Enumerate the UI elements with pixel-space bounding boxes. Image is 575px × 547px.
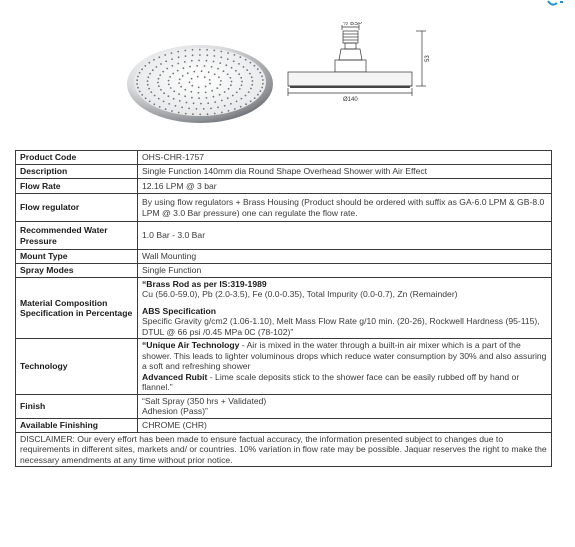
nozzle-dot bbox=[230, 103, 232, 105]
nozzle-dot bbox=[207, 102, 209, 104]
nozzle-dot bbox=[178, 82, 180, 84]
nozzle-dot bbox=[178, 93, 180, 95]
table-row bbox=[16, 394, 552, 418]
dimension-drawing bbox=[280, 22, 450, 114]
brand-logo-fragment bbox=[546, 0, 566, 8]
nozzle-dot bbox=[169, 76, 171, 78]
nozzle-dot bbox=[148, 88, 150, 90]
nozzle-dot bbox=[158, 98, 160, 100]
nozzle-dot bbox=[201, 70, 203, 72]
nozzle-dot bbox=[220, 80, 222, 82]
nozzle-dot bbox=[149, 73, 151, 75]
nozzle-dot bbox=[192, 49, 194, 51]
nozzle-dot bbox=[177, 70, 179, 72]
product-code-value: OHS-CHR-1757 bbox=[138, 151, 552, 165]
nozzle-dot bbox=[191, 85, 193, 87]
row-label: Product Code bbox=[16, 151, 138, 165]
nozzle-dot bbox=[198, 87, 200, 89]
nozzle-dot bbox=[227, 58, 229, 60]
spray-modes-value: Single Function bbox=[138, 264, 552, 278]
nozzle-dot bbox=[239, 88, 241, 90]
nozzle-dot bbox=[261, 87, 263, 89]
nozzle-dot bbox=[193, 102, 195, 104]
nozzle-dot bbox=[206, 49, 208, 51]
nozzle-dot bbox=[245, 95, 247, 97]
brass-rod-text: Cu (56.0-59.0), Pb (2.0-3.5), Fe (0.0-0.35), Total Impurity (0.0-0.7), Zn (Remainder) bbox=[142, 289, 458, 300]
nozzle-dot bbox=[252, 80, 254, 82]
nozzle-dot bbox=[162, 71, 164, 73]
nozzle-dot bbox=[228, 110, 230, 112]
nozzle-dot bbox=[219, 94, 221, 96]
nozzle-dot bbox=[154, 95, 156, 97]
nozzle-dot bbox=[184, 95, 186, 97]
nozzle-dot bbox=[192, 54, 194, 56]
table-row bbox=[16, 194, 552, 222]
table-row bbox=[16, 151, 552, 165]
nozzle-dot bbox=[168, 103, 170, 105]
row-label: Available Finishing bbox=[16, 418, 138, 432]
nozzle-dot bbox=[214, 73, 216, 75]
row-label: Flow Rate bbox=[16, 179, 138, 194]
nozzle-dot bbox=[227, 97, 229, 99]
nozzle-dot bbox=[209, 79, 211, 81]
nozzle-dot bbox=[163, 101, 165, 103]
nozzle-dot bbox=[145, 97, 147, 99]
nozzle-dot bbox=[262, 79, 264, 81]
nozzle-dot bbox=[254, 97, 256, 99]
nozzle-dot bbox=[160, 89, 162, 91]
nozzle-dot bbox=[224, 105, 226, 107]
nozzle-dot bbox=[136, 79, 138, 81]
nozzle-dot bbox=[204, 76, 206, 78]
flow-regulator-value: By using flow regulators + Brass Housing (Product should be ordered with suffix as GA-6.0 LPM & GB-8.0 LPM @ 3.0 Bar pressure) one can regulate the flow rate. bbox=[138, 194, 552, 222]
table-row bbox=[16, 339, 552, 394]
nozzle-dot bbox=[166, 68, 168, 70]
nozzle-dot bbox=[141, 94, 143, 96]
nozzle-dot bbox=[137, 87, 139, 89]
nozzle-dot bbox=[236, 101, 238, 103]
table-row bbox=[16, 250, 552, 264]
abs-heading: ABS Specification bbox=[142, 305, 217, 316]
nozzle-dot bbox=[147, 76, 149, 78]
nozzle-dot bbox=[184, 50, 186, 52]
nozzle-dot bbox=[182, 75, 184, 77]
nozzle-dot bbox=[250, 88, 252, 90]
table-row bbox=[16, 418, 552, 432]
nozzle-dot bbox=[147, 84, 149, 86]
nozzle-dot bbox=[158, 78, 160, 80]
row-label: Finish bbox=[16, 394, 138, 418]
nozzle-dot bbox=[245, 59, 247, 61]
nozzle-dot bbox=[206, 60, 208, 62]
nozzle-dot bbox=[184, 61, 186, 63]
finish-cell bbox=[138, 394, 552, 418]
nozzle-dot bbox=[196, 108, 198, 110]
unique-air-heading: “Unique Air Technology bbox=[142, 340, 240, 351]
nozzle-dot bbox=[209, 83, 211, 85]
nozzle-dot bbox=[213, 61, 215, 63]
nozzle-dot bbox=[187, 72, 189, 74]
nozzle-dot bbox=[164, 54, 166, 56]
nozzle-dot bbox=[150, 91, 152, 93]
material-composition-cell bbox=[138, 278, 552, 339]
nozzle-dot bbox=[228, 88, 230, 90]
nozzle-dot bbox=[198, 60, 200, 62]
nozzle-dot bbox=[192, 113, 194, 115]
nozzle-dot bbox=[196, 65, 198, 67]
nozzle-dot bbox=[173, 98, 175, 100]
nozzle-dot bbox=[147, 80, 149, 82]
nozzle-dot bbox=[156, 66, 158, 68]
disclaimer-text: DISCLAIMER: Our every effort has been made to ensure factual accuracy, the information presented subject to changes due to requirements in different sites, markets and/ or countries. 10% variation in flow rate may be possible. Jaquar reserves the right to make the necessary amendments at any time without prior notice. bbox=[16, 432, 552, 466]
nozzle-dot bbox=[139, 91, 141, 93]
nozzle-dot bbox=[175, 105, 177, 107]
nozzle-dot bbox=[218, 76, 220, 78]
nozzle-dot bbox=[199, 49, 201, 51]
nozzle-dot bbox=[239, 56, 241, 58]
nozzle-dot bbox=[193, 71, 195, 73]
row-label: Technology bbox=[16, 339, 138, 394]
nozzle-dot bbox=[171, 52, 173, 54]
nozzle-dot bbox=[172, 73, 174, 75]
nozzle-dot bbox=[152, 69, 154, 71]
nozzle-dot bbox=[221, 100, 223, 102]
nozzle-dot bbox=[190, 91, 192, 93]
nozzle-dot bbox=[262, 83, 264, 85]
nozzle-dot bbox=[208, 71, 210, 73]
nozzle-dot bbox=[141, 68, 143, 70]
nozzle-dot bbox=[232, 95, 234, 97]
nozzle-dot bbox=[179, 100, 181, 102]
nozzle-dot bbox=[213, 50, 215, 52]
nozzle-dot bbox=[234, 54, 236, 56]
nozzle-dot bbox=[238, 73, 240, 75]
row-label: Material Composition Specification in Percentage bbox=[16, 278, 138, 339]
nozzle-dot bbox=[240, 106, 242, 108]
finish-line: Adhesion (Pass)” bbox=[142, 406, 208, 417]
nozzle-dot bbox=[159, 74, 161, 76]
nozzle-dot bbox=[191, 97, 193, 99]
nozzle-dot bbox=[210, 108, 212, 110]
nozzle-dot bbox=[163, 92, 165, 94]
nozzle-dot bbox=[261, 75, 263, 77]
technology-cell bbox=[138, 339, 552, 394]
table-row bbox=[16, 264, 552, 278]
nozzle-dot bbox=[219, 84, 221, 86]
table-row bbox=[16, 165, 552, 179]
nozzle-dot bbox=[217, 68, 219, 70]
nozzle-dot bbox=[236, 92, 238, 94]
nozzle-dot bbox=[227, 52, 229, 54]
nozzle-dot bbox=[181, 107, 183, 109]
nozzle-dot bbox=[259, 72, 261, 74]
nozzle-dot bbox=[185, 113, 187, 115]
nozzle-dot bbox=[205, 92, 207, 94]
nozzle-dot bbox=[213, 96, 215, 98]
nozzle-dot bbox=[197, 76, 199, 78]
water-pressure-value: 1.0 Bar - 3.0 Bar bbox=[138, 222, 552, 250]
nozzle-dot bbox=[171, 65, 173, 67]
nozzle-dot bbox=[216, 87, 218, 89]
nozzle-dot bbox=[249, 73, 251, 75]
diameter-dimension-label: Ø140 bbox=[343, 97, 358, 103]
nozzle-dot bbox=[207, 113, 209, 115]
nozzle-dot bbox=[178, 112, 180, 114]
nozzle-dot bbox=[171, 58, 173, 60]
nozzle-dot bbox=[241, 81, 243, 83]
nozzle-dot bbox=[219, 62, 221, 64]
nozzle-dot bbox=[251, 84, 253, 86]
nozzle-dot bbox=[238, 63, 240, 65]
nozzle-dot bbox=[233, 60, 235, 62]
nozzle-dot bbox=[159, 106, 161, 108]
nozzle-dot bbox=[230, 84, 232, 86]
shower-head-photo bbox=[124, 42, 276, 124]
available-finishing-value: CHROME (CHR) bbox=[138, 418, 552, 432]
nozzle-dot bbox=[246, 69, 248, 71]
nozzle-dot bbox=[230, 77, 232, 79]
finish-line: “Salt Spray (350 hrs + Validated) bbox=[142, 395, 267, 406]
nozzle-dot bbox=[168, 95, 170, 97]
nozzle-dot bbox=[211, 66, 213, 68]
nozzle-dot bbox=[240, 77, 242, 79]
nozzle-dot bbox=[177, 63, 179, 65]
nozzle-dot bbox=[206, 97, 208, 99]
advanced-rubit-text: - Lime scale deposits stick to the shower face can be easily rubbed off by hand or flannel.” bbox=[142, 371, 520, 393]
nozzle-dot bbox=[149, 101, 151, 103]
nozzle-dot bbox=[257, 68, 259, 70]
nozzle-dot bbox=[250, 100, 252, 102]
nozzle-dot bbox=[250, 62, 252, 64]
nozzle-dot bbox=[234, 108, 236, 110]
disclaimer-row bbox=[16, 432, 552, 466]
nozzle-dot bbox=[243, 66, 245, 68]
nozzle-dot bbox=[199, 54, 201, 56]
nozzle-dot bbox=[211, 90, 213, 92]
nozzle-dot bbox=[160, 63, 162, 65]
nozzle-dot bbox=[144, 65, 146, 67]
nozzle-dot bbox=[185, 55, 187, 57]
nozzle-dot bbox=[214, 101, 216, 103]
nozzle-dot bbox=[153, 59, 155, 61]
nozzle-dot bbox=[139, 72, 141, 74]
nozzle-dot bbox=[186, 102, 188, 104]
nozzle-dot bbox=[241, 98, 243, 100]
nozzle-dot bbox=[206, 54, 208, 56]
nozzle-dot bbox=[184, 89, 186, 91]
nozzle-dot bbox=[148, 62, 150, 64]
nozzle-dot bbox=[173, 90, 175, 92]
nozzle-dot bbox=[136, 83, 138, 85]
nozzle-dot bbox=[198, 92, 200, 94]
nozzle-dot bbox=[203, 108, 205, 110]
abs-text: Specific Gravity g/cm2 (1.06-1.10), Melt Mass Flow Rate g/10 min. (20-26), Rockwell Hardness (95-115), DTUL @ 66 psi /0.45 MPa 0C (78-102)” bbox=[142, 316, 540, 337]
table-row bbox=[16, 278, 552, 339]
nozzle-dot bbox=[199, 114, 201, 116]
nozzle-dot bbox=[179, 78, 181, 80]
nozzle-dot bbox=[170, 87, 172, 89]
nozzle-dot bbox=[171, 110, 173, 112]
nozzle-dot bbox=[189, 81, 191, 83]
row-label: Recommended Water Pressure bbox=[16, 222, 138, 250]
nozzle-dot bbox=[254, 65, 256, 67]
thread-size-label: ½"BSP bbox=[343, 22, 363, 27]
nozzle-dot bbox=[225, 64, 227, 66]
flow-rate-value: 12.16 LPM @ 3 bar bbox=[138, 179, 552, 194]
nozzle-dot bbox=[224, 91, 226, 93]
nozzle-dot bbox=[165, 60, 167, 62]
nozzle-dot bbox=[231, 81, 233, 83]
nozzle-dot bbox=[223, 70, 225, 72]
nozzle-dot bbox=[168, 84, 170, 86]
nozzle-dot bbox=[165, 108, 167, 110]
nozzle-dot bbox=[157, 82, 159, 84]
nozzle-dot bbox=[257, 94, 259, 96]
nozzle-dot bbox=[214, 113, 216, 115]
brass-rod-heading: “Brass Rod as per IS:319-1989 bbox=[142, 279, 267, 289]
nozzle-dot bbox=[241, 84, 243, 86]
nozzle-dot bbox=[191, 60, 193, 62]
nozzle-dot bbox=[214, 55, 216, 57]
nozzle-dot bbox=[177, 51, 179, 53]
nozzle-dot bbox=[220, 56, 222, 58]
nozzle-dot bbox=[220, 51, 222, 53]
nozzle-dot bbox=[158, 85, 160, 87]
row-label: Description bbox=[16, 165, 138, 179]
nozzle-dot bbox=[158, 56, 160, 58]
nozzle-dot bbox=[198, 97, 200, 99]
nozzle-dot bbox=[204, 65, 206, 67]
advanced-rubit-heading: Advanced Rubit bbox=[142, 371, 208, 382]
nozzle-dot bbox=[205, 86, 207, 88]
spec-table bbox=[15, 150, 552, 467]
nozzle-dot bbox=[183, 67, 185, 69]
nozzle-dot bbox=[260, 90, 262, 92]
unique-air-text: - Air is mixed in the water through a built-in air mixer which is a part of the shower. This leads to lighter voluminous drops which reduce water consumption by 30% and also assuring a soft and refreshing shower bbox=[142, 340, 547, 372]
mount-type-value: Wall Mounting bbox=[138, 250, 552, 264]
row-label: Flow regulator bbox=[16, 194, 138, 222]
nozzle-dot bbox=[221, 112, 223, 114]
nozzle-dot bbox=[180, 86, 182, 88]
table-row bbox=[16, 179, 552, 194]
nozzle-dot bbox=[178, 56, 180, 58]
nozzle-dot bbox=[245, 103, 247, 105]
description-value: Single Function 140mm dia Round Shape Overhead Shower with Air Effect bbox=[138, 165, 552, 179]
nozzle-dot bbox=[227, 73, 229, 75]
nozzle-dot bbox=[137, 76, 139, 78]
row-label: Mount Type bbox=[16, 250, 138, 264]
nozzle-dot bbox=[248, 91, 250, 93]
nozzle-dot bbox=[251, 76, 253, 78]
table-row bbox=[16, 222, 552, 250]
nozzle-dot bbox=[153, 103, 155, 105]
row-label: Spray Modes bbox=[16, 264, 138, 278]
nozzle-dot bbox=[188, 108, 190, 110]
nozzle-dot bbox=[235, 70, 237, 72]
nozzle-dot bbox=[217, 107, 219, 109]
nozzle-dot bbox=[200, 103, 202, 105]
nozzle-dot bbox=[189, 66, 191, 68]
nozzle-dot bbox=[168, 80, 170, 82]
height-dimension-label: 53 bbox=[425, 55, 431, 62]
nozzle-dot bbox=[191, 78, 193, 80]
nozzle-dot bbox=[231, 67, 233, 69]
